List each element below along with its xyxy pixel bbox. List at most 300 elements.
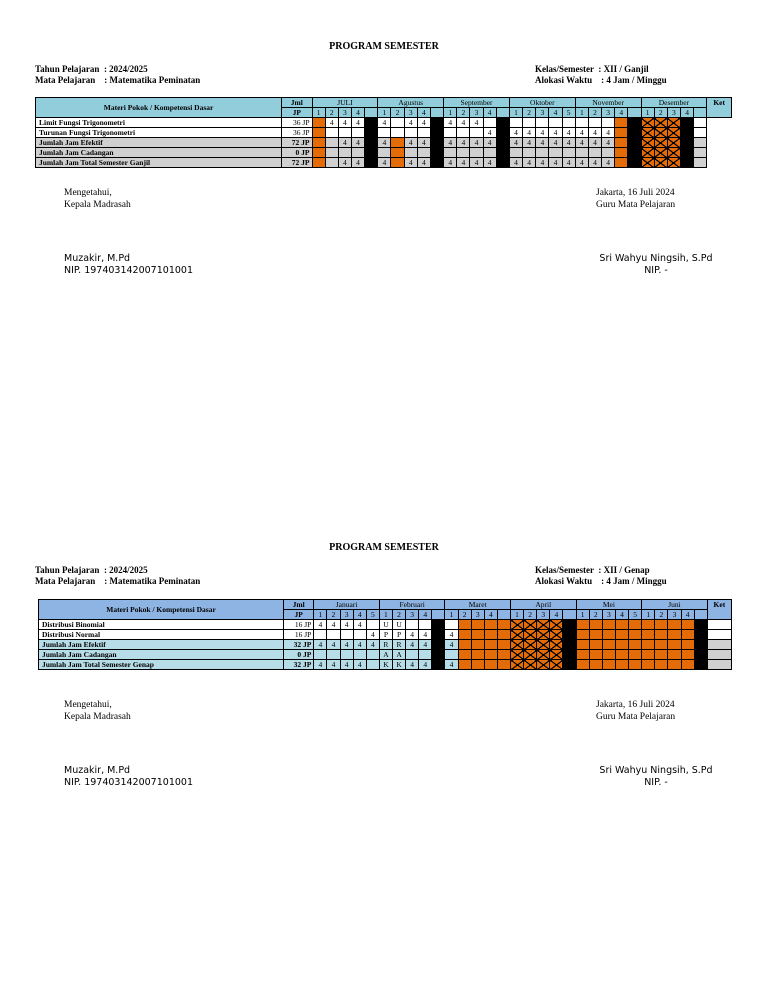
week-number — [497, 610, 510, 620]
holiday-cell — [602, 660, 615, 670]
week-cell: 4 — [549, 128, 562, 138]
break-cell — [432, 660, 445, 670]
week-cell: 4 — [575, 138, 588, 148]
holiday-cell — [615, 158, 628, 168]
crossed-cell — [511, 620, 524, 630]
week-cell — [406, 620, 419, 630]
week-cell: 4 — [562, 128, 575, 138]
holiday-cell — [484, 630, 497, 640]
guru-mapel-text: Guru Mata Pelajaran — [596, 712, 676, 722]
shaded-cell — [694, 138, 707, 148]
signer-left-name: Muzakir, M.Pd — [64, 253, 131, 264]
semester-table — [35, 97, 732, 168]
signer-right-name: Sri Wahyu Ningsih, S.Pd — [599, 765, 713, 776]
week-cell — [353, 650, 366, 660]
crossed-cell — [550, 660, 563, 670]
holiday-cell — [391, 158, 404, 168]
week-number: 2 — [325, 108, 338, 118]
crossed-cell — [524, 620, 537, 630]
week-number: 2 — [654, 108, 667, 118]
holiday-cell — [629, 620, 642, 630]
mapel-value: : Matematika Peminatan — [104, 75, 201, 85]
week-cell: 4 — [445, 660, 458, 670]
table-row — [39, 650, 732, 660]
shaded-cell — [325, 148, 338, 158]
week-number: 4 — [483, 108, 496, 118]
holiday-cell — [602, 620, 615, 630]
holiday-cell — [589, 620, 602, 630]
week-cell: 4 — [575, 128, 588, 138]
week-cell — [549, 118, 562, 128]
crossed-cell — [511, 650, 524, 660]
break-cell — [694, 630, 707, 640]
signer-left-name: Muzakir, M.Pd — [64, 765, 131, 776]
holiday-cell — [642, 660, 655, 670]
week-cell: 4 — [353, 620, 366, 630]
materi-label: Jumlah Jam Total Semester Ganjil — [36, 158, 282, 168]
week-cell: 4 — [509, 158, 522, 168]
holiday-cell — [655, 620, 668, 630]
crossed-cell — [524, 650, 537, 660]
sign-left-block — [64, 187, 131, 211]
shaded-cell — [523, 148, 536, 158]
holiday-cell — [576, 630, 589, 640]
week-number: 5 — [562, 108, 575, 118]
crossed-cell — [550, 630, 563, 640]
meta-right — [535, 64, 667, 86]
crossed-cell — [511, 630, 524, 640]
week-cell: 4 — [314, 660, 327, 670]
holiday-cell — [655, 660, 668, 670]
week-cell: K — [392, 660, 405, 670]
month-header: Januari — [314, 600, 380, 610]
week-number — [694, 108, 707, 118]
break-cell — [496, 158, 509, 168]
tahun-label: Tahun Pelajaran — [35, 64, 100, 74]
week-number: 3 — [340, 610, 353, 620]
sign-left-block — [64, 699, 131, 723]
week-cell: 4 — [327, 660, 340, 670]
jp-header: JP — [282, 108, 312, 118]
week-cell: 4 — [483, 138, 496, 148]
week-cell: 4 — [353, 660, 366, 670]
week-cell — [602, 118, 615, 128]
week-cell: 4 — [457, 118, 470, 128]
week-cell: R — [392, 640, 405, 650]
jp-header: JP — [284, 610, 314, 620]
jp-value: 32 JP — [284, 660, 314, 670]
week-number: 4 — [681, 610, 694, 620]
shaded-cell — [417, 148, 430, 158]
week-number: 5 — [629, 610, 642, 620]
shaded-cell — [378, 148, 391, 158]
week-cell: R — [379, 640, 392, 650]
break-cell — [694, 640, 707, 650]
week-number: 4 — [549, 108, 562, 118]
break-cell — [628, 138, 641, 148]
holiday-cell — [589, 640, 602, 650]
crossed-cell — [654, 148, 667, 158]
week-number: 4 — [615, 610, 628, 620]
holiday-cell — [471, 640, 484, 650]
break-cell — [430, 148, 443, 158]
jp-value: 36 JP — [282, 118, 312, 128]
week-cell — [417, 128, 430, 138]
materi-header: Materi Pokok / Kompetensi Dasar — [39, 600, 284, 620]
break-cell — [430, 138, 443, 148]
week-cell: 4 — [417, 138, 430, 148]
week-cell: 4 — [536, 128, 549, 138]
month-header: Mei — [576, 600, 642, 610]
week-number: 4 — [353, 610, 366, 620]
crossed-cell — [524, 630, 537, 640]
week-cell — [314, 650, 327, 660]
holiday-cell — [615, 640, 628, 650]
shaded-cell — [549, 148, 562, 158]
week-cell: 4 — [445, 640, 458, 650]
week-cell — [325, 128, 338, 138]
week-number — [365, 108, 378, 118]
month-header: September — [444, 98, 510, 108]
week-number — [432, 610, 445, 620]
signer-left-nip: NIP. 197403142007101001 — [64, 265, 193, 276]
shaded-cell — [694, 148, 707, 158]
mapel-value: : Matematika Peminatan — [104, 576, 201, 586]
week-cell — [391, 128, 404, 138]
page-title: PROGRAM SEMESTER — [329, 41, 439, 52]
holiday-cell — [589, 650, 602, 660]
week-number: 2 — [588, 108, 601, 118]
holiday-cell — [681, 650, 694, 660]
week-cell: 4 — [444, 118, 457, 128]
week-number: 3 — [470, 108, 483, 118]
week-cell: 4 — [406, 630, 419, 640]
crossed-cell — [641, 158, 654, 168]
week-cell — [327, 650, 340, 660]
break-cell — [365, 138, 378, 148]
week-number: 3 — [602, 108, 615, 118]
week-cell — [444, 128, 457, 138]
week-cell: P — [392, 630, 405, 640]
holiday-cell — [668, 630, 681, 640]
week-cell — [366, 650, 379, 660]
week-number: 1 — [378, 108, 391, 118]
holiday-cell — [484, 650, 497, 660]
mapel-label: Mata Pelajaran — [35, 75, 96, 85]
jp-value: 72 JP — [282, 138, 312, 148]
week-cell: 4 — [406, 660, 419, 670]
week-cell — [366, 660, 379, 670]
crossed-cell — [511, 640, 524, 650]
week-cell: 4 — [338, 118, 351, 128]
jp-value: 36 JP — [282, 128, 312, 138]
week-cell — [562, 118, 575, 128]
week-cell: U — [392, 620, 405, 630]
week-cell: 4 — [602, 128, 615, 138]
jml-header: Jml — [282, 98, 312, 108]
week-cell: 4 — [457, 138, 470, 148]
kelas-label: Kelas/Semester — [535, 565, 594, 575]
break-cell — [365, 148, 378, 158]
holiday-cell — [589, 630, 602, 640]
week-cell: 4 — [417, 158, 430, 168]
week-number: 1 — [511, 610, 524, 620]
alokasi-value: : 4 Jam / Minggu — [601, 576, 667, 586]
week-cell: 4 — [444, 138, 457, 148]
crossed-cell — [537, 620, 550, 630]
week-number — [694, 610, 707, 620]
week-number: 3 — [667, 108, 680, 118]
holiday-cell — [681, 630, 694, 640]
kelas-label: Kelas/Semester — [535, 64, 594, 74]
week-number: 2 — [589, 610, 602, 620]
crossed-cell — [641, 148, 654, 158]
break-cell — [681, 158, 694, 168]
shaded-cell — [483, 148, 496, 158]
break-cell — [681, 148, 694, 158]
week-cell: 4 — [351, 138, 364, 148]
holiday-cell — [615, 620, 628, 630]
holiday-cell — [312, 118, 325, 128]
crossed-cell — [667, 118, 680, 128]
month-header: Juni — [642, 600, 708, 610]
break-cell — [496, 138, 509, 148]
week-cell: 4 — [366, 630, 379, 640]
jp-value: 0 JP — [284, 650, 314, 660]
week-cell: 4 — [509, 138, 522, 148]
holiday-cell — [471, 620, 484, 630]
materi-label: Turunan Fungsi Trigonometri — [36, 128, 282, 138]
jp-value: 16 JP — [284, 630, 314, 640]
week-cell: 4 — [562, 138, 575, 148]
meta-left — [35, 64, 200, 86]
week-number: 3 — [404, 108, 417, 118]
crossed-cell — [667, 148, 680, 158]
month-header: Maret — [445, 600, 511, 610]
week-number: 1 — [642, 610, 655, 620]
break-cell — [496, 148, 509, 158]
week-cell: 4 — [314, 640, 327, 650]
week-cell: A — [392, 650, 405, 660]
crossed-cell — [524, 640, 537, 650]
shaded-cell — [325, 158, 338, 168]
holiday-cell — [615, 650, 628, 660]
week-number: 2 — [457, 108, 470, 118]
holiday-cell — [576, 660, 589, 670]
week-cell — [694, 128, 707, 138]
week-number: 3 — [668, 610, 681, 620]
holiday-cell — [655, 630, 668, 640]
week-cell: 4 — [602, 158, 615, 168]
shaded-cell — [707, 640, 731, 650]
week-number: 3 — [602, 610, 615, 620]
materi-label: Jumlah Jam Cadangan — [39, 650, 284, 660]
holiday-cell — [471, 660, 484, 670]
jp-value: 16 JP — [284, 620, 314, 630]
holiday-cell — [642, 650, 655, 660]
table-row — [36, 158, 732, 168]
signer-left-nip: NIP. 197403142007101001 — [64, 777, 193, 788]
holiday-cell — [629, 640, 642, 650]
week-cell: 4 — [404, 138, 417, 148]
crossed-cell — [667, 128, 680, 138]
break-cell — [681, 138, 694, 148]
holiday-cell — [629, 660, 642, 670]
shaded-cell — [338, 148, 351, 158]
shaded-cell — [707, 650, 731, 660]
week-cell: 4 — [340, 640, 353, 650]
guru-mapel-text: Guru Mata Pelajaran — [596, 200, 676, 210]
break-cell — [496, 128, 509, 138]
week-cell: 4 — [509, 128, 522, 138]
week-cell — [445, 620, 458, 630]
shaded-cell — [457, 148, 470, 158]
week-number: 4 — [550, 610, 563, 620]
signer-right-nip: NIP. - — [644, 265, 668, 276]
crossed-cell — [537, 630, 550, 640]
week-cell: 4 — [470, 118, 483, 128]
week-cell — [340, 630, 353, 640]
week-number: 3 — [537, 610, 550, 620]
signer-left — [64, 253, 193, 277]
holiday-cell — [642, 620, 655, 630]
shaded-cell — [351, 148, 364, 158]
week-cell: 4 — [338, 158, 351, 168]
week-number — [628, 108, 641, 118]
week-cell: 4 — [444, 158, 457, 168]
week-cell: 4 — [351, 118, 364, 128]
break-cell — [628, 158, 641, 168]
break-cell — [563, 620, 576, 630]
holiday-cell — [458, 640, 471, 650]
week-cell — [351, 128, 364, 138]
week-cell: 4 — [417, 118, 430, 128]
break-cell — [694, 620, 707, 630]
week-cell: 4 — [340, 620, 353, 630]
holiday-cell — [602, 630, 615, 640]
week-number: 1 — [445, 610, 458, 620]
holiday-cell — [615, 630, 628, 640]
break-cell — [430, 118, 443, 128]
holiday-cell — [484, 640, 497, 650]
week-cell — [694, 118, 707, 128]
holiday-cell — [589, 660, 602, 670]
sign-right-block — [596, 699, 675, 723]
week-cell: 4 — [445, 630, 458, 640]
page-title: PROGRAM SEMESTER — [329, 542, 439, 553]
crossed-cell — [524, 660, 537, 670]
table-row — [36, 148, 732, 158]
crossed-cell — [641, 118, 654, 128]
week-number: 4 — [615, 108, 628, 118]
holiday-cell — [484, 660, 497, 670]
week-number — [563, 610, 576, 620]
kepala-madrasah-text: Kepala Madrasah — [64, 712, 131, 722]
kepala-madrasah-text: Kepala Madrasah — [64, 200, 131, 210]
week-number: 1 — [576, 610, 589, 620]
holiday-cell — [681, 640, 694, 650]
holiday-cell — [615, 128, 628, 138]
shaded-cell — [444, 148, 457, 158]
week-cell: 4 — [314, 620, 327, 630]
week-cell: 4 — [351, 158, 364, 168]
holiday-cell — [576, 650, 589, 660]
tahun-value: : 2024/2025 — [103, 64, 148, 74]
week-number — [430, 108, 443, 118]
week-cell: 4 — [588, 128, 601, 138]
mengetahui-text: Mengetahui, — [64, 188, 112, 198]
crossed-cell — [654, 138, 667, 148]
break-cell — [681, 118, 694, 128]
week-cell — [588, 118, 601, 128]
crossed-cell — [550, 650, 563, 660]
week-cell: 4 — [366, 640, 379, 650]
week-cell: P — [379, 630, 392, 640]
week-cell: 4 — [419, 660, 432, 670]
week-cell — [445, 650, 458, 660]
week-cell — [575, 118, 588, 128]
week-cell — [419, 620, 432, 630]
shaded-cell — [694, 158, 707, 168]
materi-label: Distribusi Normal — [39, 630, 284, 640]
holiday-cell — [615, 138, 628, 148]
break-cell — [496, 118, 509, 128]
holiday-cell — [391, 148, 404, 158]
break-cell — [681, 128, 694, 138]
alokasi-value: : 4 Jam / Minggu — [601, 75, 667, 85]
week-number: 4 — [681, 108, 694, 118]
break-cell — [432, 630, 445, 640]
week-number: 2 — [655, 610, 668, 620]
week-cell — [404, 128, 417, 138]
place-date-text: Jakarta, 16 Juli 2024 — [596, 700, 675, 710]
week-number: 4 — [419, 610, 432, 620]
holiday-cell — [484, 620, 497, 630]
crossed-cell — [537, 660, 550, 670]
week-cell — [314, 630, 327, 640]
week-cell — [327, 630, 340, 640]
holiday-cell — [655, 650, 668, 660]
alokasi-label: Alokasi Waktu — [535, 576, 593, 586]
holiday-cell — [615, 118, 628, 128]
materi-label: Jumlah Jam Cadangan — [36, 148, 282, 158]
month-header: JULI — [312, 98, 378, 108]
table-row — [36, 128, 732, 138]
holiday-cell — [681, 660, 694, 670]
week-cell — [406, 650, 419, 660]
week-cell — [378, 128, 391, 138]
week-number: 1 — [312, 108, 325, 118]
alokasi-label: Alokasi Waktu — [535, 75, 593, 85]
week-cell: 4 — [406, 640, 419, 650]
materi-label: Jumlah Jam Efektif — [39, 640, 284, 650]
break-cell — [430, 158, 443, 168]
table-row — [39, 620, 732, 630]
holiday-cell — [391, 138, 404, 148]
signer-left — [64, 765, 193, 789]
jp-value: 72 JP — [282, 158, 312, 168]
week-cell: 4 — [470, 158, 483, 168]
sign-right-block — [596, 187, 675, 211]
week-cell: 4 — [549, 158, 562, 168]
week-cell: 4 — [523, 138, 536, 148]
week-cell: 4 — [575, 158, 588, 168]
week-cell: 4 — [327, 620, 340, 630]
shaded-cell — [588, 148, 601, 158]
month-header: Desember — [641, 98, 707, 108]
break-cell — [365, 128, 378, 138]
signer-right — [596, 765, 716, 789]
